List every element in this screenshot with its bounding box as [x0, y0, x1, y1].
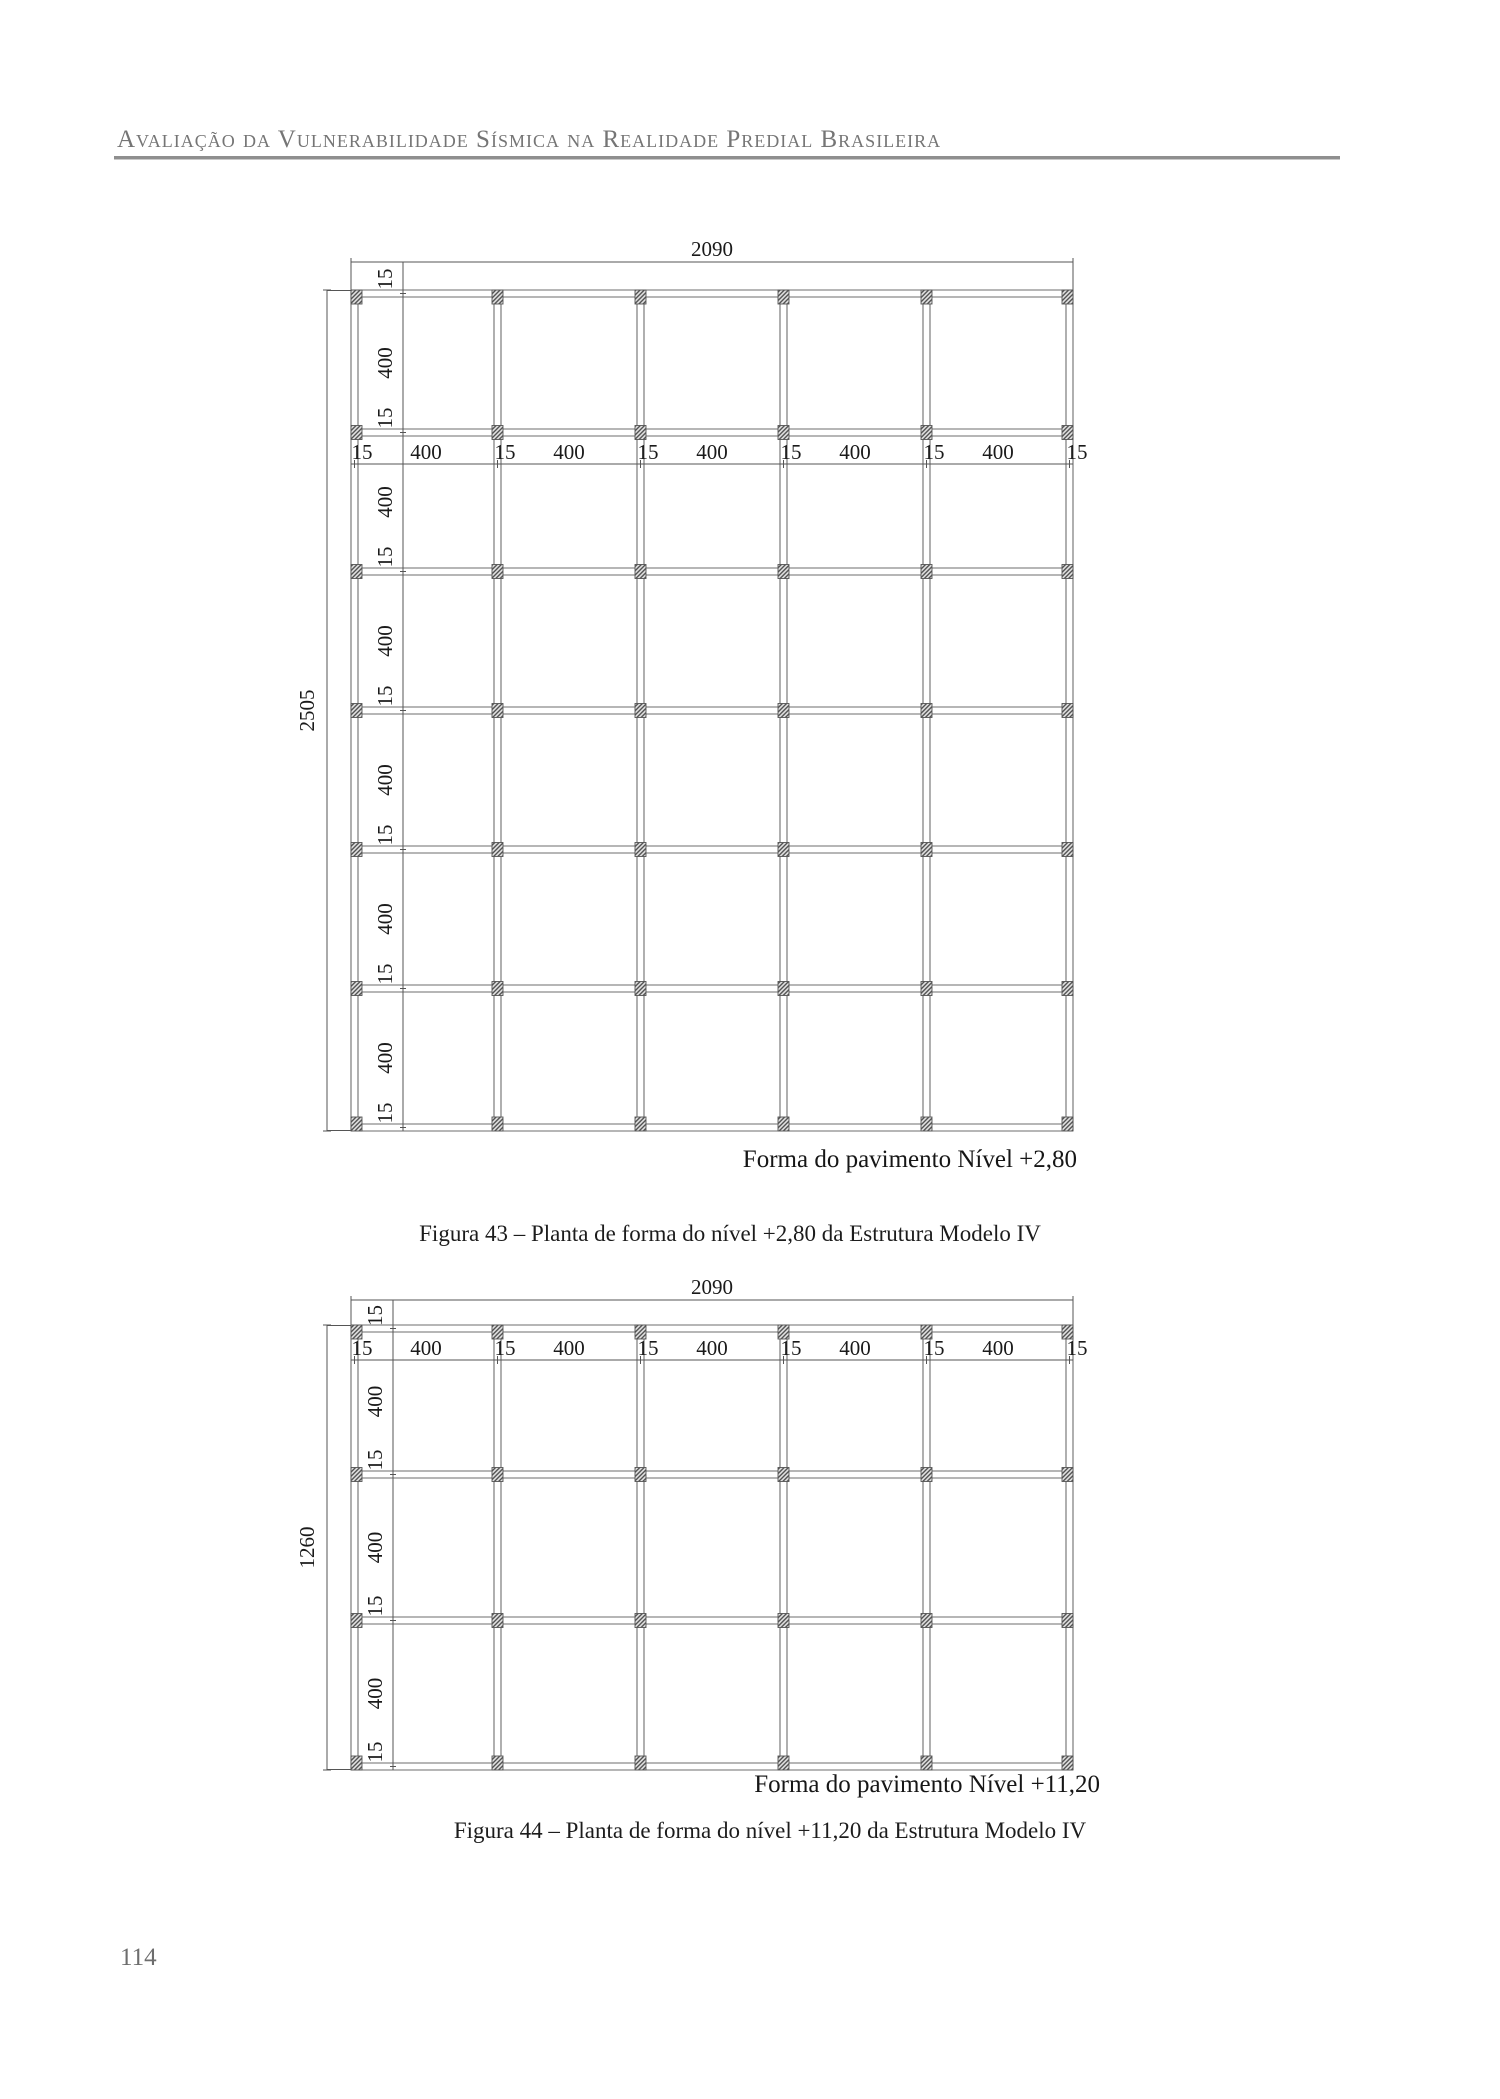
dim-label: 400: [982, 1336, 1014, 1360]
dim-label: 400: [373, 764, 397, 796]
dim-label: 15: [373, 268, 397, 290]
dim-label: 400: [363, 1531, 387, 1564]
dimension-lines: [323, 1296, 1073, 1770]
dim-label: 400: [410, 1336, 442, 1360]
dim-label: 400: [373, 347, 397, 379]
dimension-lines: [323, 258, 1073, 1131]
dim-label: 15: [351, 440, 373, 464]
dim-label: 15: [373, 546, 397, 568]
dim-label: 15: [373, 407, 397, 429]
header-rule: [114, 156, 1340, 160]
plan-label-43: Forma do pavimento Nível +2,80: [742, 1146, 1077, 1173]
dim-label: 2090: [691, 237, 733, 261]
dim-label: 400: [373, 903, 397, 935]
dim-label: 15: [373, 824, 397, 846]
dim-label: 15: [494, 1336, 516, 1360]
dim-label: 15: [1066, 440, 1088, 464]
dim-label: 400: [696, 1336, 728, 1360]
page-number: 114: [120, 1944, 157, 1971]
dim-label: 400: [982, 440, 1014, 464]
dim-label: 15: [637, 1336, 659, 1360]
floor-plan-figure-43: [260, 185, 1110, 1145]
dim-label: 400: [696, 440, 728, 464]
dim-label: 15: [373, 963, 397, 985]
figure-caption-43: Figura 43 – Planta de forma do nível +2,80 da Estrutura Modelo IV: [419, 1221, 1041, 1246]
dim-label: 15: [363, 1305, 387, 1326]
dim-label: 400: [363, 1677, 387, 1710]
dim-label: 400: [410, 440, 442, 464]
dim-label: 400: [373, 486, 397, 518]
floor-plan-figure-44: [260, 1235, 1110, 1780]
dim-label: 15: [363, 1595, 387, 1617]
plan-label-44: Forma do pavimento Nível +11,20: [754, 1771, 1100, 1798]
dim-label: 15: [363, 1741, 387, 1763]
dim-label: 15: [351, 1336, 373, 1360]
dim-label: 15: [373, 685, 397, 707]
dim-label: 1260: [295, 1526, 319, 1569]
columns: [351, 290, 1073, 1131]
beam-grid: [351, 290, 1073, 1131]
dim-label: 400: [839, 440, 871, 464]
dim-label: 15: [494, 440, 516, 464]
dim-label: 15: [780, 1336, 802, 1360]
dim-label: 400: [839, 1336, 871, 1360]
dim-label: 15: [1066, 1336, 1088, 1360]
dim-label: 400: [373, 625, 397, 657]
dim-label: 400: [553, 1336, 585, 1360]
dim-label: 2505: [295, 689, 319, 732]
columns: [351, 1325, 1073, 1770]
dim-label: 15: [373, 1102, 397, 1124]
dim-label: 400: [373, 1042, 397, 1074]
figure-caption-44: Figura 44 – Planta de forma do nível +11,20 da Estrutura Modelo IV: [453, 1818, 1087, 1843]
dim-label: 15: [637, 440, 659, 464]
beam-grid: [351, 1325, 1073, 1770]
dim-label: 2090: [691, 1275, 733, 1299]
dim-label: 400: [553, 440, 585, 464]
dim-label: 15: [780, 440, 802, 464]
running-header-title: Avaliação da Vulnerabilidade Sísmica na Realidade Predial Brasileira: [117, 126, 942, 153]
dim-label: 400: [363, 1385, 387, 1418]
dim-label: 15: [923, 440, 945, 464]
dim-label: 15: [363, 1449, 387, 1471]
dim-label: 15: [923, 1336, 945, 1360]
